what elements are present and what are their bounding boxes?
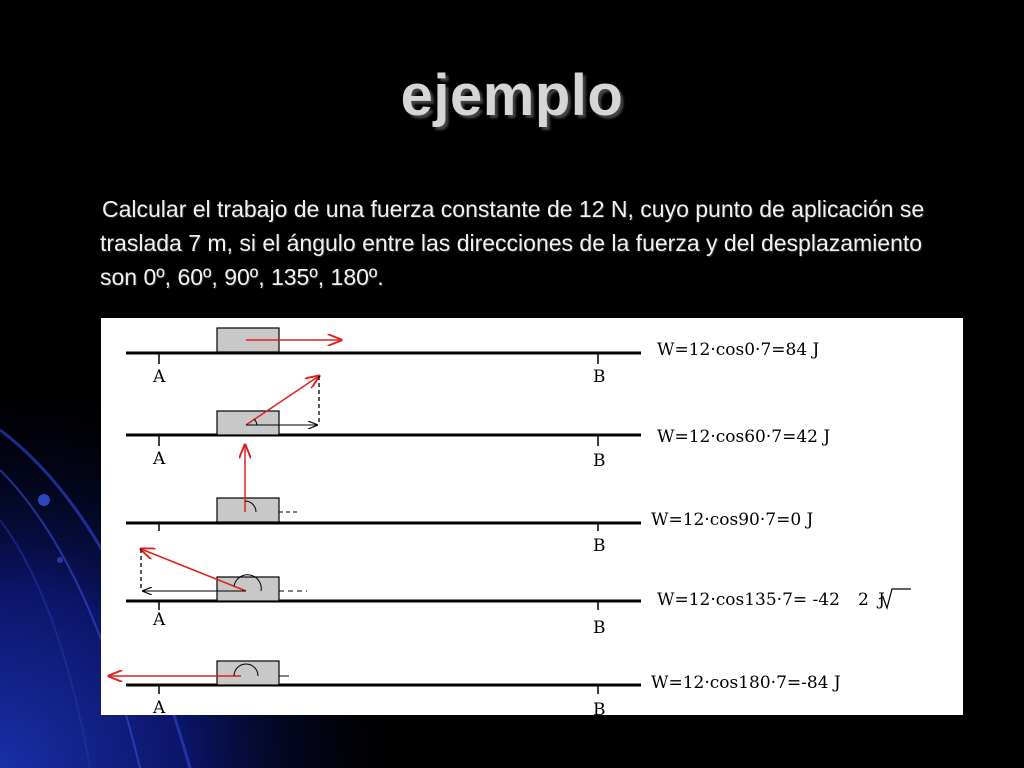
force-arrow bbox=[141, 549, 246, 591]
point-a-label: A bbox=[153, 367, 166, 387]
work-diagram bbox=[101, 318, 963, 715]
slide-title: ejemplo bbox=[400, 63, 624, 128]
point-a-label: A bbox=[153, 449, 166, 469]
row-135deg bbox=[126, 549, 911, 638]
work-equation: W=12·cos60·7=42 J bbox=[657, 427, 831, 447]
row-60deg bbox=[126, 376, 830, 471]
work-equation: W=12·cos180·7=-84 J bbox=[651, 673, 841, 693]
block bbox=[217, 577, 279, 601]
point-a-label: A bbox=[153, 698, 166, 715]
force-arrow bbox=[246, 376, 319, 425]
row-0deg bbox=[126, 328, 820, 387]
work-equation: W=12·cos135·7= -42 2 J bbox=[657, 590, 885, 610]
point-b-label: B bbox=[593, 451, 606, 471]
work-equation: W=12·cos90·7=0 J bbox=[651, 510, 814, 530]
point-a-label: A bbox=[153, 610, 166, 630]
work-equation: W=12·cos0·7=84 J bbox=[657, 340, 820, 360]
point-b-label: B bbox=[593, 700, 606, 715]
point-b-label: B bbox=[593, 536, 606, 556]
point-b-label: B bbox=[593, 618, 606, 638]
problem-statement: Calcular el trabajo de una fuerza constante de 12 N, cuyo punto de aplicación se traslada 7 m, si el ángulo entre las direcciones de la fuerza y del desplazamiento son 0º, 60º, 90º, 135º, 180º. bbox=[100, 196, 925, 290]
row-180deg bbox=[109, 661, 841, 715]
row-90deg bbox=[126, 445, 814, 556]
point-b-label: B bbox=[593, 367, 606, 387]
